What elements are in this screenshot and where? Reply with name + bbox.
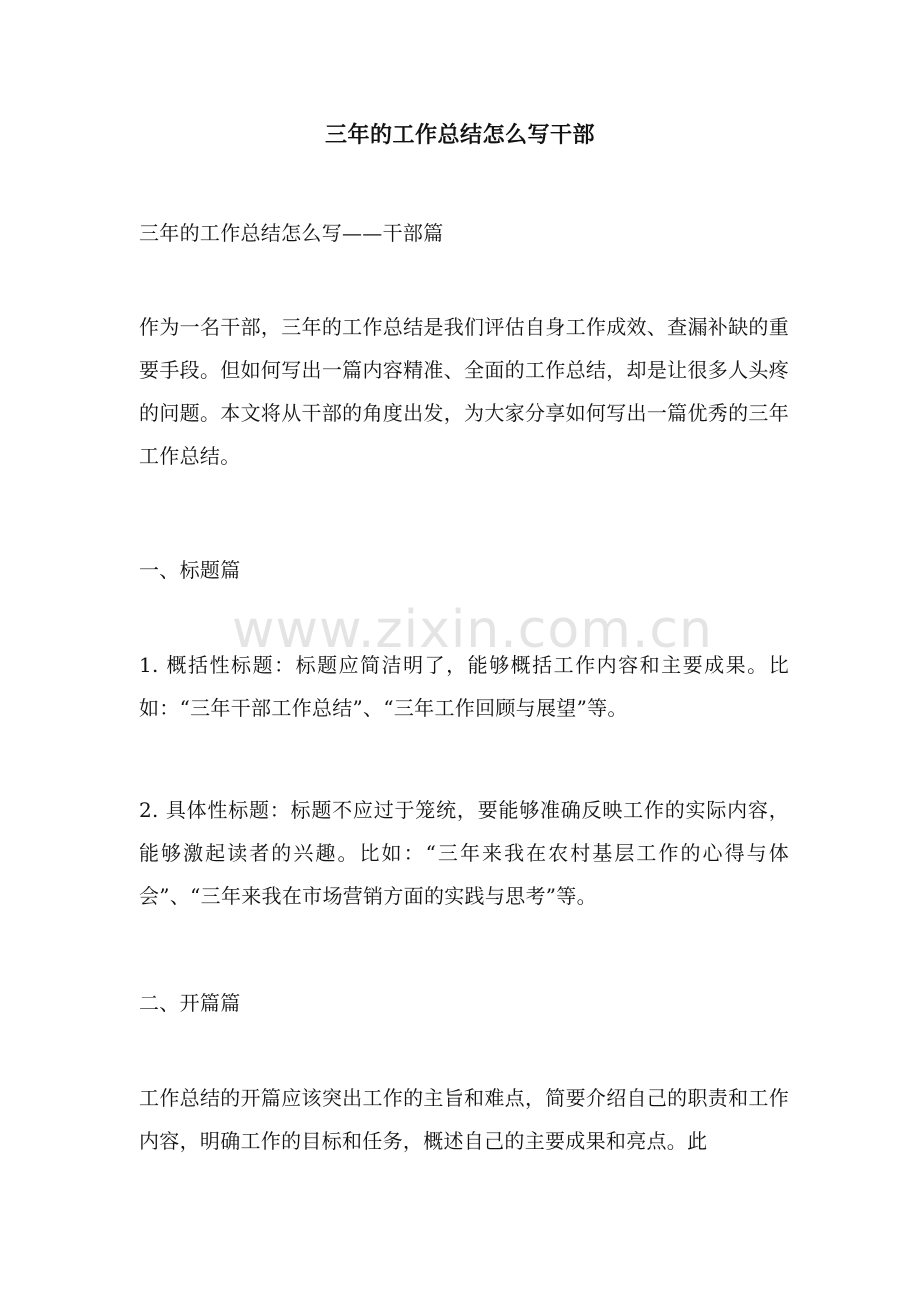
watermark: www.zixin.com.cn [232, 600, 713, 660]
list-item-2: 2. 具体性标题：标题不应过于笼统，要能够准确反映工作的实际内容，能够激起读者的兴趣。比如：“三年来我在农村基层工作的心得与体会”、“三年来我在市场营销方面的实践与思考”等。 [139, 798, 789, 908]
opening-paragraph: 工作总结的开篇应该突出工作的主旨和难点，简要介绍自己的职责和工作内容，明确工作的目标和任务，概述自己的主要成果和亮点。此 [139, 1086, 789, 1153]
document-title: 三年的工作总结怎么写干部 [324, 122, 595, 148]
section-heading-opening: 二、开篇篇 [139, 991, 241, 1015]
intro-paragraph: 作为一名干部，三年的工作总结是我们评估自身工作成效、查漏补缺的重要手段。但如何写出一篇内容精准、全面的工作总结，却是让很多人头疼的问题。本文将从干部的角度出发，为大家分享如何写出一篇优秀的三年工作总结。 [139, 315, 789, 468]
subtitle-paragraph: 三年的工作总结怎么写——干部篇 [139, 221, 444, 245]
list-item-1: 1. 概括性标题：标题应简洁明了，能够概括工作内容和主要成果。比如：“三年干部工作总结”、“三年工作回顾与展望”等。 [139, 653, 789, 720]
section-heading-title: 一、标题篇 [139, 558, 241, 582]
